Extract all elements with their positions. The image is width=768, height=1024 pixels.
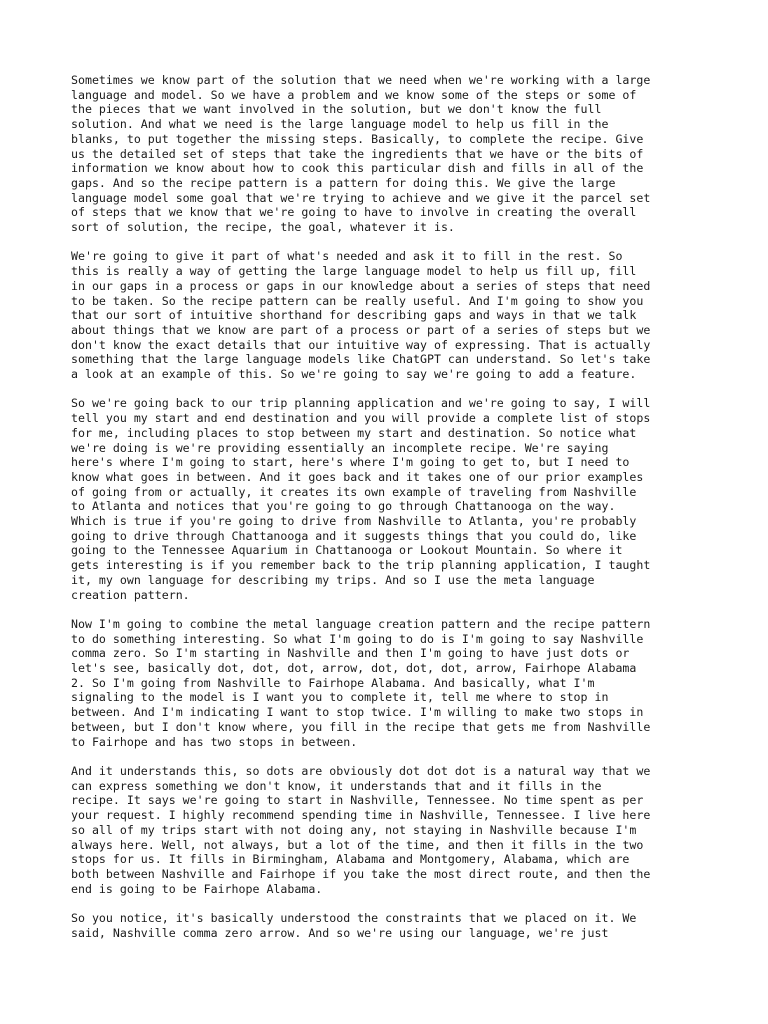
paragraph-1: Sometimes we know part of the solution that we need when we're working with a large language and model. So we have a problem and we know some of the steps or some of the pieces that we want involved in the solution, but we don't know the full solution. And what we need is the large language model to help us fill in the blanks, to put together the missing steps. Basically, to complete the recipe. Give us the detailed set of steps that take the ingredients that we have or the bits of information we know about how to cook this particular dish and fills in all of the gaps. And so the recipe pattern is a pattern for doing this. We give the large language model some goal that we're trying to achieve and we give it the parcel set of steps that we know that we're going to have to involve in creating the overall sort of solution, the recipe, the goal, whatever it is. bbox=[71, 73, 651, 235]
paragraph-3: So we're going back to our trip planning application and we're going to say, I will tell you my start and end destination and you will provide a complete list of stops for me, including places to stop between my start and destination. So notice what we're doing is we're providing essentially an incomplete recipe. We're saying here's where I'm going to start, here's where I'm going to get to, but I need to know what goes in between. And it goes back and it takes one of our prior examples of going from or actually, it creates its own example of traveling from Nashville to Atlanta and notices that you're going to go through Chattanooga on the way. Which is true if you're going to drive from Nashville to Atlanta, you're probably going to drive through Chattanooga and it suggests things that you could do, like going to the Tennessee Aquarium in Chattanooga or Lookout Mountain. So where it gets interesting is if you remember back to the trip planning application, I taught it, my own language for describing my trips. And so I use the meta language creation pattern. bbox=[71, 396, 651, 602]
paragraph-2: We're going to give it part of what's needed and ask it to fill in the rest. So this is really a way of getting the large language model to help us fill up, fill in our gaps in a process or gaps in our knowledge about a series of steps that need to be taken. So the recipe pattern can be really useful. And I'm going to show you that our sort of intuitive shorthand for describing gaps and ways in that we talk about things that we know are part of a process or part of a series of steps but we don't know the exact details that our intuitive way of expressing. That is actually something that the large language models like ChatGPT can understand. So let's take a look at an example of this. So we're going to say we're going to add a feature. bbox=[71, 249, 651, 382]
paragraph-5: And it understands this, so dots are obviously dot dot dot is a natural way that we can express something we don't know, it understands that and it fills in the recipe. It says we're going to start in Nashville, Tennessee. No time spent as per your request. I highly recommend spending time in Nashville, Tennessee. I live here so all of my trips start with not doing any, not staying in Nashville because I'm always here. Well, not always, but a lot of the time, and then it fills in the two stops for us. It fills in Birmingham, Alabama and Montgomery, Alabama, which are both between Nashville and Fairhope if you take the most direct route, and then the end is going to be Fairhope Alabama. bbox=[71, 763, 651, 896]
paragraph-4: Now I'm going to combine the metal language creation pattern and the recipe pattern to do something interesting. So what I'm going to do is I'm going to say Nashville comma zero. So I'm starting in Nashville and then I'm going to have just dots or let's see, basically dot, dot, dot, arrow, dot, dot, dot, arrow, Fairhope Alabama 2. So I'm going from Nashville to Fairhope Alabama. And basically, what I'm signaling to the model is I want you to complete it, tell me where to stop in between. And I'm indicating I want to stop twice. I'm willing to make two stops in between, but I don't know where, you fill in the recipe that gets me from Nashville to Fairhope and has two stops in between. bbox=[71, 616, 651, 749]
paragraph-6: So you notice, it's basically understood the constraints that we placed on it. We said, Nashville comma zero arrow. And so we're using our language, we're just bbox=[71, 911, 637, 940]
document-body bbox=[71, 73, 711, 955]
